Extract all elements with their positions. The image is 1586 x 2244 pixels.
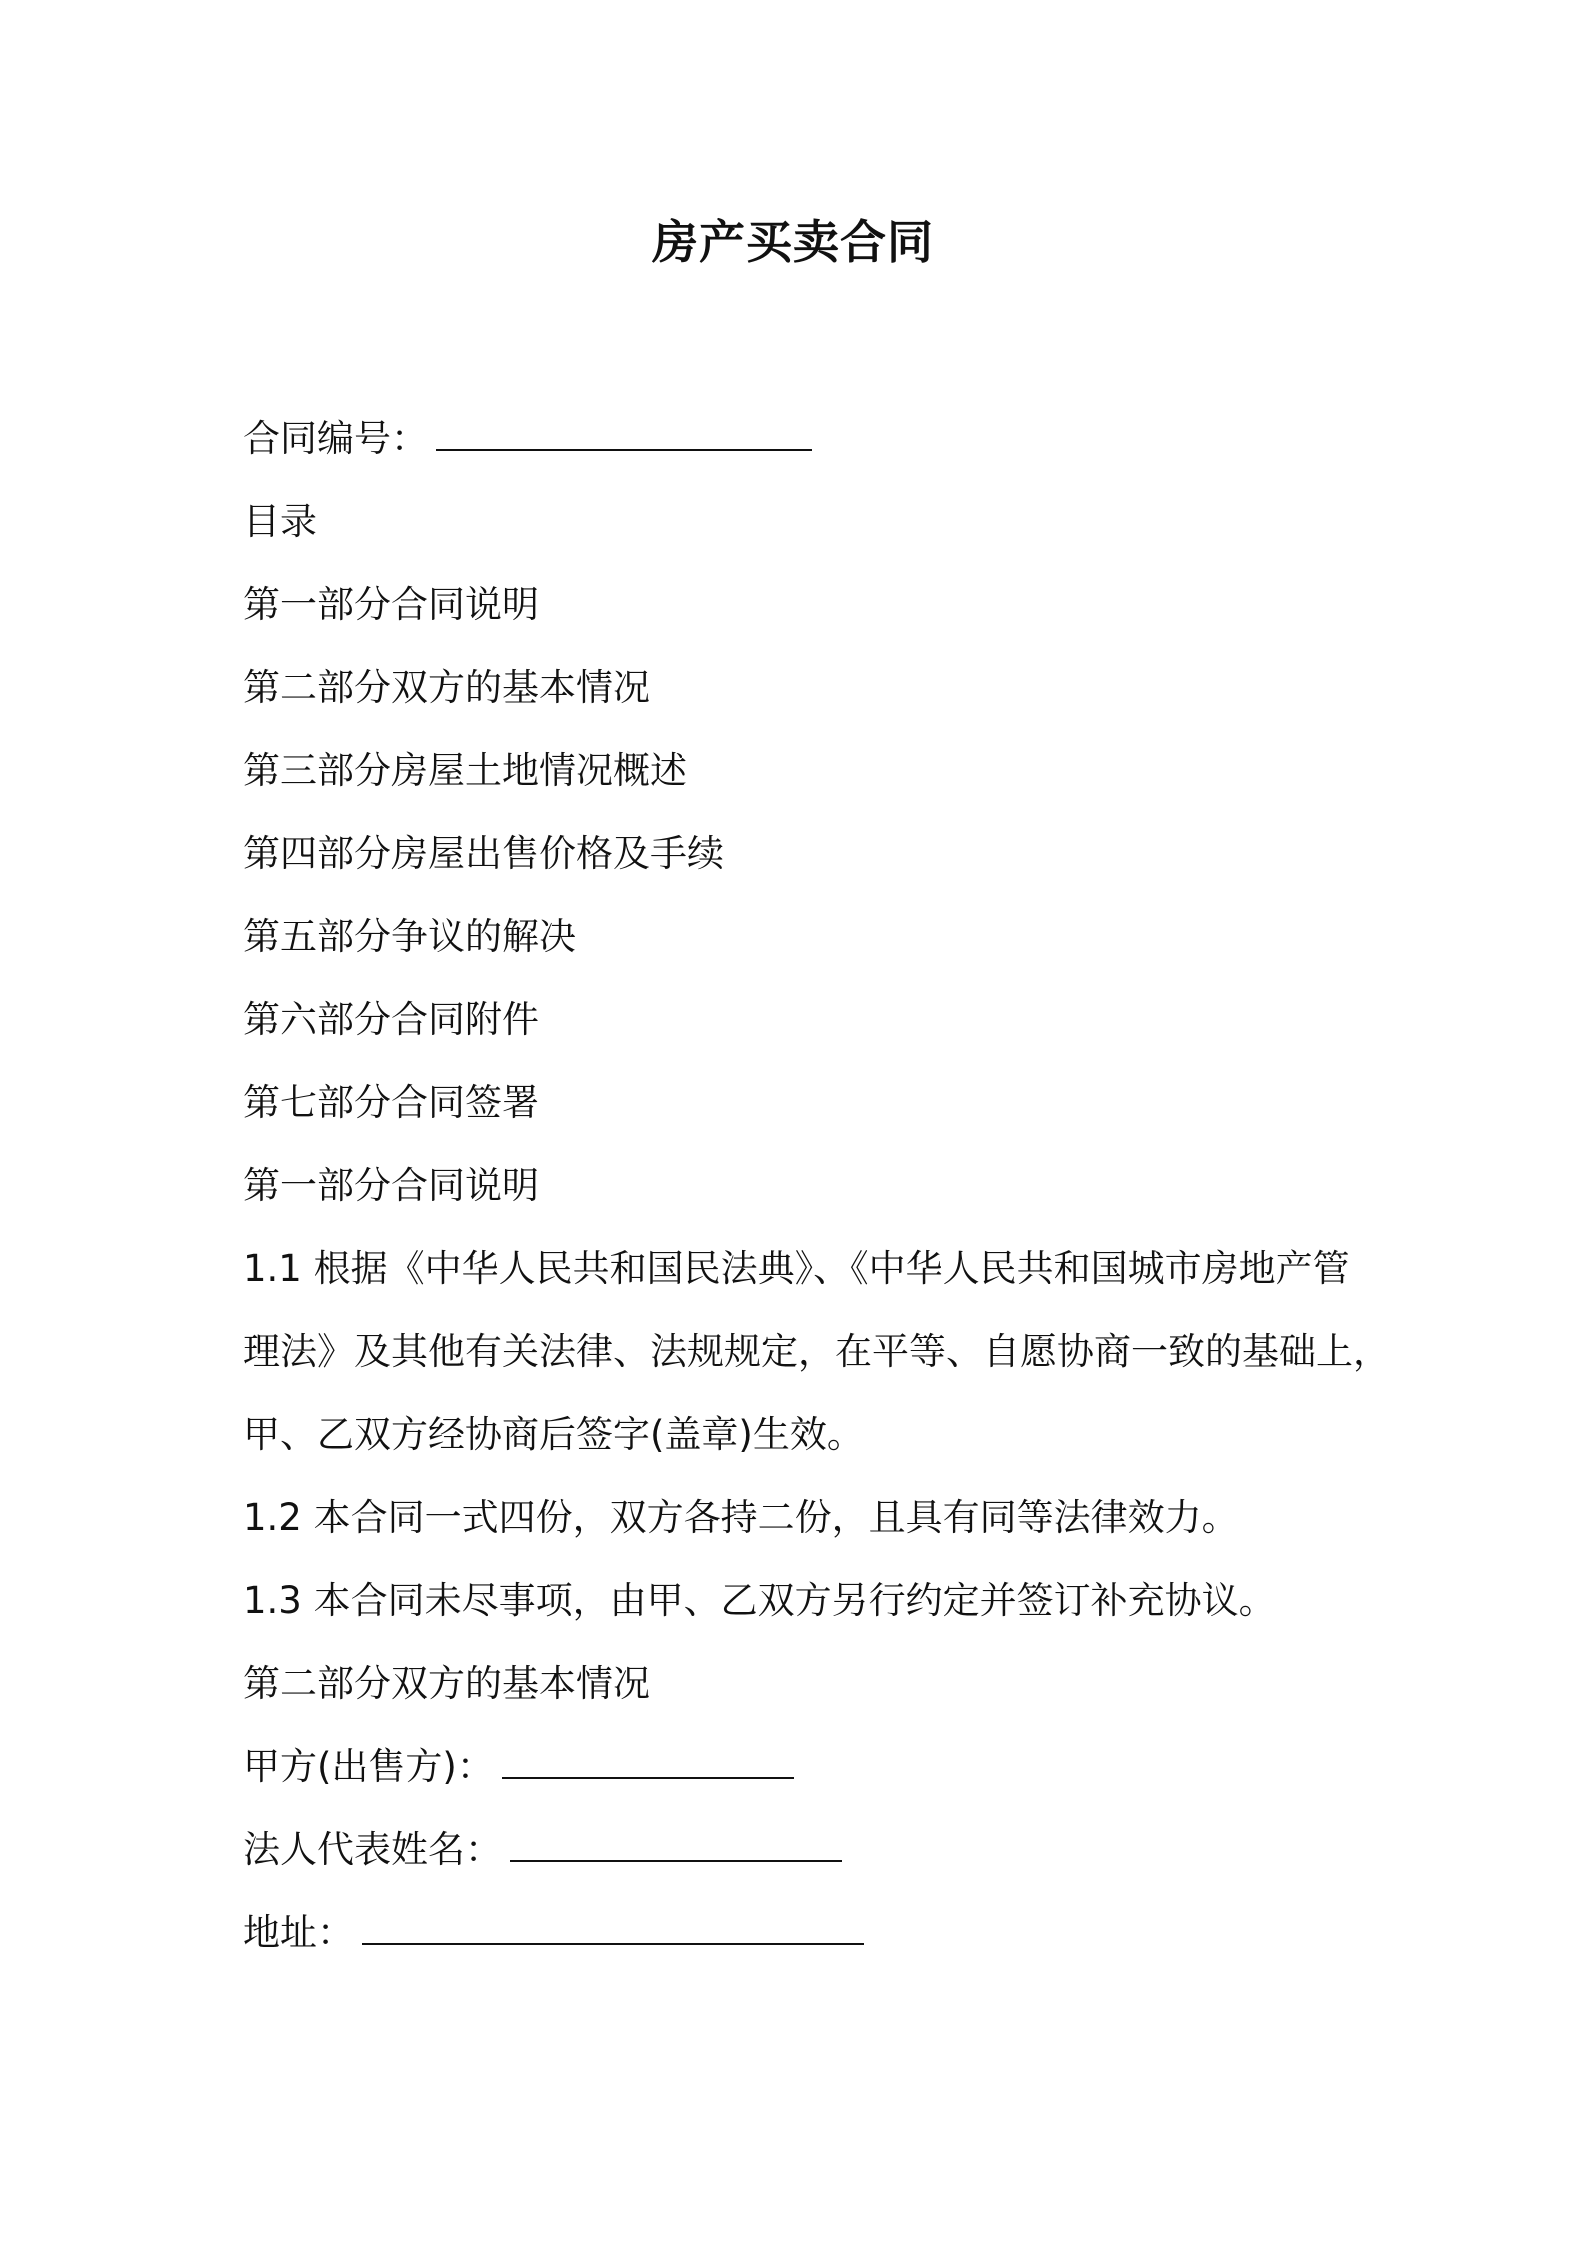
toc-item-7: 第七部分合同签署 (243, 1081, 539, 1124)
part2-heading: 第二部分双方的基本情况 (243, 1662, 650, 1705)
toc-item-6: 第六部分合同附件 (243, 998, 539, 1041)
clause-1-2: 1.2 本合同一式四份，双方各持二份，且具有同等法律效力。 (243, 1496, 1239, 1539)
contract-number-label: 合同编号： (243, 417, 428, 460)
contract-number-line (243, 414, 812, 464)
clause-1-3: 1.3 本合同未尽事项，由甲、乙双方另行约定并签订补充协议。 (243, 1579, 1276, 1622)
legal-rep-line (243, 1825, 842, 1875)
toc-item-5: 第五部分争议的解决 (243, 915, 576, 958)
party-a-line (243, 1742, 794, 1792)
legal-rep-label: 法人代表姓名： (243, 1828, 502, 1871)
clause-1-1-line-1: 1.1 根据《中华人民共和国民法典》、《中华人民共和国城市房地产管 (243, 1247, 1350, 1290)
contract-number-blank[interactable] (436, 415, 812, 451)
toc-heading: 目录 (243, 500, 317, 543)
toc-item-2: 第二部分双方的基本情况 (243, 666, 650, 709)
address-blank[interactable] (362, 1909, 864, 1945)
party-a-label: 甲方(出售方)： (243, 1745, 494, 1788)
address-line (243, 1908, 864, 1958)
legal-rep-blank[interactable] (510, 1826, 842, 1862)
toc-item-3: 第三部分房屋土地情况概述 (243, 749, 687, 792)
clause-1-1-line-3: 甲、乙双方经协商后签字(盖章)生效。 (243, 1413, 864, 1456)
document-title: 房产买卖合同 (652, 215, 934, 269)
toc-item-1: 第一部分合同说明 (243, 583, 539, 626)
address-label: 地址： (243, 1911, 354, 1954)
party-a-blank[interactable] (502, 1743, 794, 1779)
clause-1-1-line-2: 理法》及其他有关法律、法规规定，在平等、自愿协商一致的基础上， (243, 1330, 1390, 1373)
toc-item-4: 第四部分房屋出售价格及手续 (243, 832, 724, 875)
part1-heading: 第一部分合同说明 (243, 1164, 539, 1207)
